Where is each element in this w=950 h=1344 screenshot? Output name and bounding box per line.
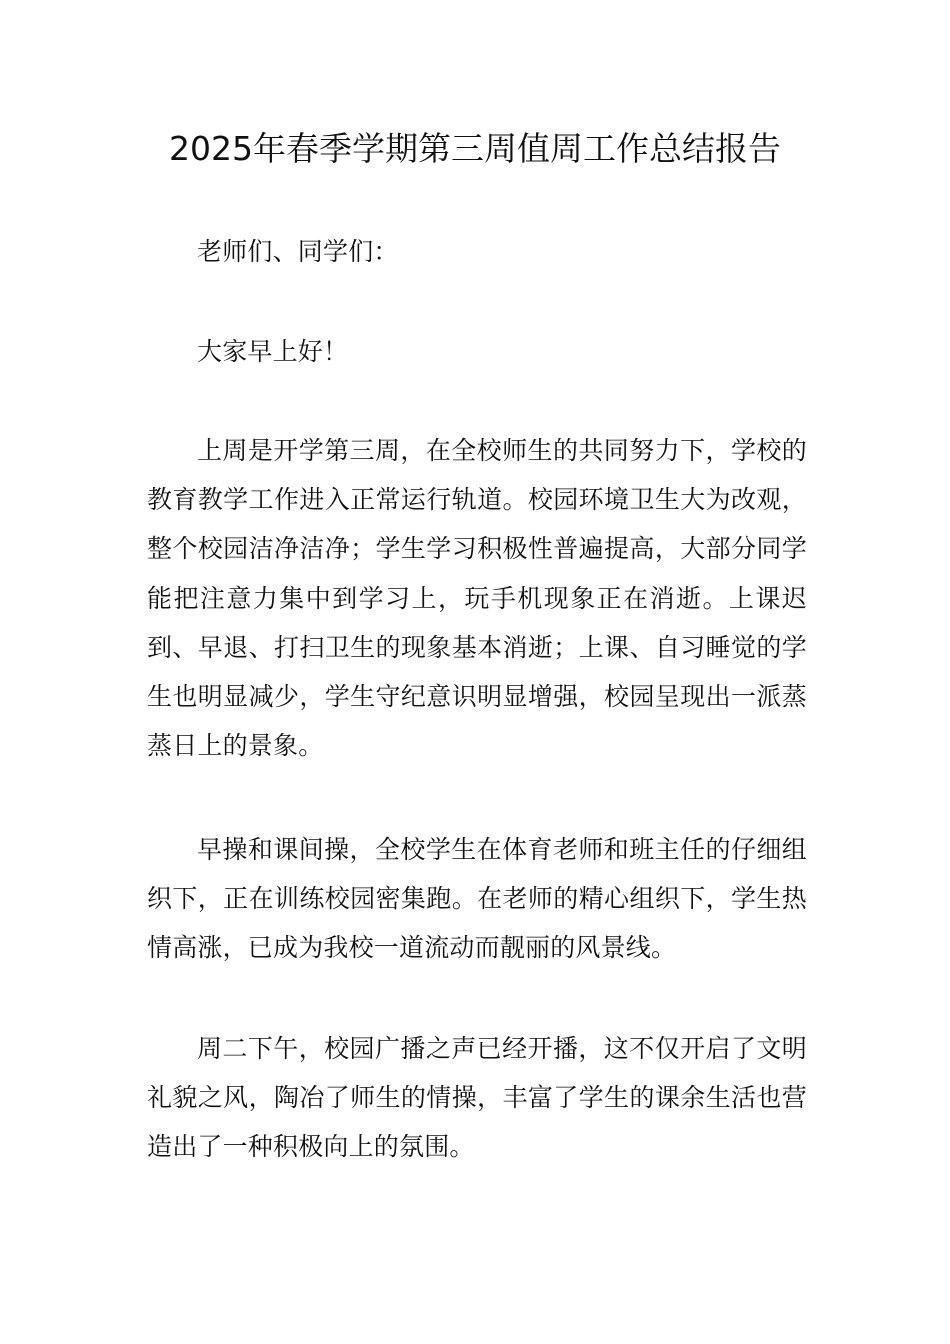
salutation-line: 大家早上好！: [197, 337, 349, 366]
body-paragraph-2: 早操和课间操，全校学生在体育老师和班主任的仔细组织下，正在训练校园密集跑。在老师的精心组织下，学生热情高涨，已成为我校一道流动而靓丽的风景线。: [147, 835, 807, 963]
body-paragraph-3: 周二下午，校园广播之声已经开播，这不仅开启了文明礼貌之风，陶冶了师生的情操，丰富了学生的课余生活也营造出了一种积极向上的氛围。: [147, 1034, 807, 1162]
document-title: 2025年春季学期第三周值周工作总结报告: [169, 129, 781, 168]
body-paragraph-1: 上周是开学第三周，在全校师生的共同努力下，学校的教育教学工作进入正常运行轨道。校园环境卫生大为改观，整个校园洁净洁净；学生学习积极性普遍提高，大部分同学能把注意力集中到学习上，玩手机现象正在消逝。上课迟到、早退、打扫卫生的现象基本消逝；上课、自习睡觉的学生也明显减少，学生守纪意识明显增强，校园呈现出一派蒸蒸日上的景象。: [147, 436, 807, 761]
greeting-line: 老师们、同学们：: [197, 237, 399, 266]
